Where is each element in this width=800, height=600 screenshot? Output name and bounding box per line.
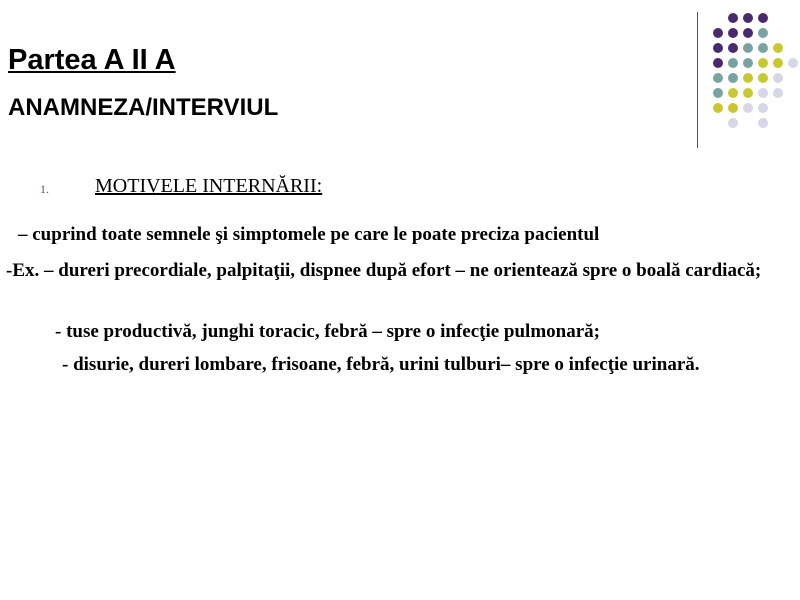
decorative-dot — [773, 58, 783, 68]
decorative-dot — [743, 43, 753, 53]
decorative-dot — [728, 118, 738, 128]
decorative-dot — [728, 73, 738, 83]
decorative-dot — [728, 13, 738, 23]
decorative-dot — [728, 103, 738, 113]
decorative-dot — [788, 58, 798, 68]
decorative-dot — [743, 73, 753, 83]
decorative-dot — [728, 88, 738, 98]
decorative-dot — [743, 13, 753, 23]
decorative-dot — [773, 43, 783, 53]
paragraph-example-cardiac: -Ex. – dureri precordiale, palpitaţii, dispnee după efort – ne orientează spre o boală cardiacă; — [6, 260, 762, 281]
section-heading: MOTIVELE INTERNĂRII: — [95, 175, 323, 197]
decorative-dot — [713, 88, 723, 98]
decorative-dot — [758, 28, 768, 38]
decorative-dot — [728, 28, 738, 38]
vertical-divider — [697, 12, 698, 148]
decorative-dot — [728, 43, 738, 53]
decorative-dot — [743, 58, 753, 68]
decorative-dot — [713, 43, 723, 53]
paragraph-example-pulmonary: - tuse productivă, junghi toracic, febră – spre o infecţie pulmonară; — [55, 321, 600, 342]
decorative-dot — [743, 28, 753, 38]
decorative-dot — [713, 73, 723, 83]
paragraph-example-urinary: - disurie, dureri lombare, frisoane, febră, urini tulburi– spre o infecţie urinară. — [62, 354, 700, 375]
decorative-dot — [713, 58, 723, 68]
list-number: 1. — [40, 182, 49, 196]
decorative-dot — [713, 28, 723, 38]
paragraph-definition: – cuprind toate semnele şi simptomele pe care le poate preciza pacientul — [18, 224, 600, 245]
decorative-dot — [758, 103, 768, 113]
decorative-dot — [758, 13, 768, 23]
decorative-dot — [773, 88, 783, 98]
slide-title: Partea A II A — [8, 44, 176, 76]
decorative-dot — [743, 88, 753, 98]
decorative-dot — [728, 58, 738, 68]
decorative-dot — [773, 73, 783, 83]
decorative-dot — [758, 43, 768, 53]
decorative-dot — [743, 103, 753, 113]
decorative-dot — [758, 118, 768, 128]
slide-subtitle: ANAMNEZA/INTERVIUL — [8, 94, 279, 121]
decorative-dot — [758, 73, 768, 83]
decorative-dot — [758, 58, 768, 68]
decorative-dot — [758, 88, 768, 98]
decorative-dot — [713, 103, 723, 113]
